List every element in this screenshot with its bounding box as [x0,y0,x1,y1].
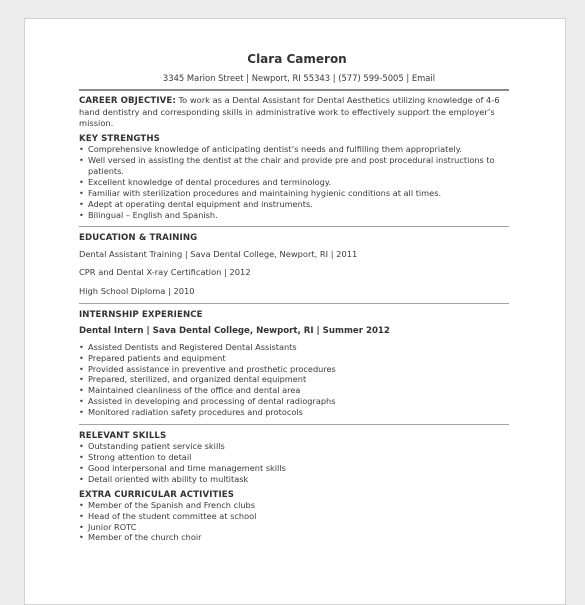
list-item: • Member of the Spanish and French clubs [79,500,509,511]
list-item: • Familiar with sterilization procedures and maintaining hygienic conditions at all times. [79,188,509,199]
list-item: • Outstanding patient service skills [79,441,509,452]
internship-title: Dental Intern | Sava Dental College, Newport, RI | Summer 2012 [79,325,390,336]
list-item: • Provided assistance in preventive and prosthetic procedures [79,364,509,375]
list-item: • Detail oriented with ability to multitask [79,474,509,485]
skills-heading: RELEVANT SKILLS [79,431,167,442]
skills-section [79,431,509,485]
list-item: • Head of the student committee at school [79,511,509,522]
skills-list [79,441,509,485]
education-item: Dental Assistant Training | Sava Dental College, Newport, RI | 2011 [79,248,358,259]
extracurricular-section [79,490,509,544]
list-item: • Prepared, sterilized, and organized dental equipment [79,374,509,385]
list-item: • Bilingual – English and Spanish. [79,210,509,221]
internship-list [79,342,509,418]
strengths-list [79,144,509,220]
list-item: • Well versed in assisting the dentist at the chair and provide pre and post procedural instructions to patients. [79,155,509,177]
list-item: • Maintained cleanliness of the office and dental area [79,385,509,396]
list-item: • Comprehensive knowledge of anticipating dentist’s needs and fulfilling them appropriately. [79,144,509,155]
divider [79,89,509,91]
education-section [79,233,509,296]
divider [79,226,509,227]
list-item: • Junior ROTC [79,522,509,533]
education-item: High School Diploma | 2010 [79,285,195,296]
objective-section [79,95,509,128]
list-item: • Adept at operating dental equipment and instruments. [79,199,509,210]
list-item: • Good interpersonal and time management skills [79,463,509,474]
education-item: CPR and Dental X-ray Certification | 2012 [79,267,251,278]
education-heading: EDUCATION & TRAINING [79,232,198,243]
extracurricular-heading: EXTRA CURRICULAR ACTIVITIES [79,489,235,500]
list-item: • Excellent knowledge of dental procedures and terminology. [79,177,509,188]
list-item: • Assisted in developing and processing of dental radiographs [79,396,509,407]
education-list [79,249,509,296]
list-item: • Strong attention to detail [79,452,509,463]
strengths-section [79,134,509,220]
internship-section [79,310,509,418]
divider [79,303,509,304]
resume-page [24,18,566,605]
objective-text: To work as a Dental Assistant for Dental Aesthetics utilizing knowledge of 4-6 hand dentistry and corresponding skills in administrative work to effectively support the employer’s mission. [79,95,500,128]
extracurricular-list [79,500,509,544]
objective-heading: CAREER OBJECTIVE: [79,96,176,106]
list-item: • Monitored radiation safety procedures and protocols [79,407,509,418]
list-item: • Prepared patients and equipment [79,353,509,364]
list-item: • Member of the church choir [79,532,509,543]
divider [79,424,509,425]
strengths-heading: KEY STRENGTHS [79,134,160,145]
resume-content [79,52,509,543]
contact-line: 3345 Marion Street | Newport, RI 55343 | (577) 599-5005 | Email [162,73,436,83]
internship-heading: INTERNSHIP EXPERIENCE [79,309,203,320]
list-item: • Assisted Dentists and Registered Dental Assistants [79,342,509,353]
candidate-name: Clara Cameron [247,52,347,66]
